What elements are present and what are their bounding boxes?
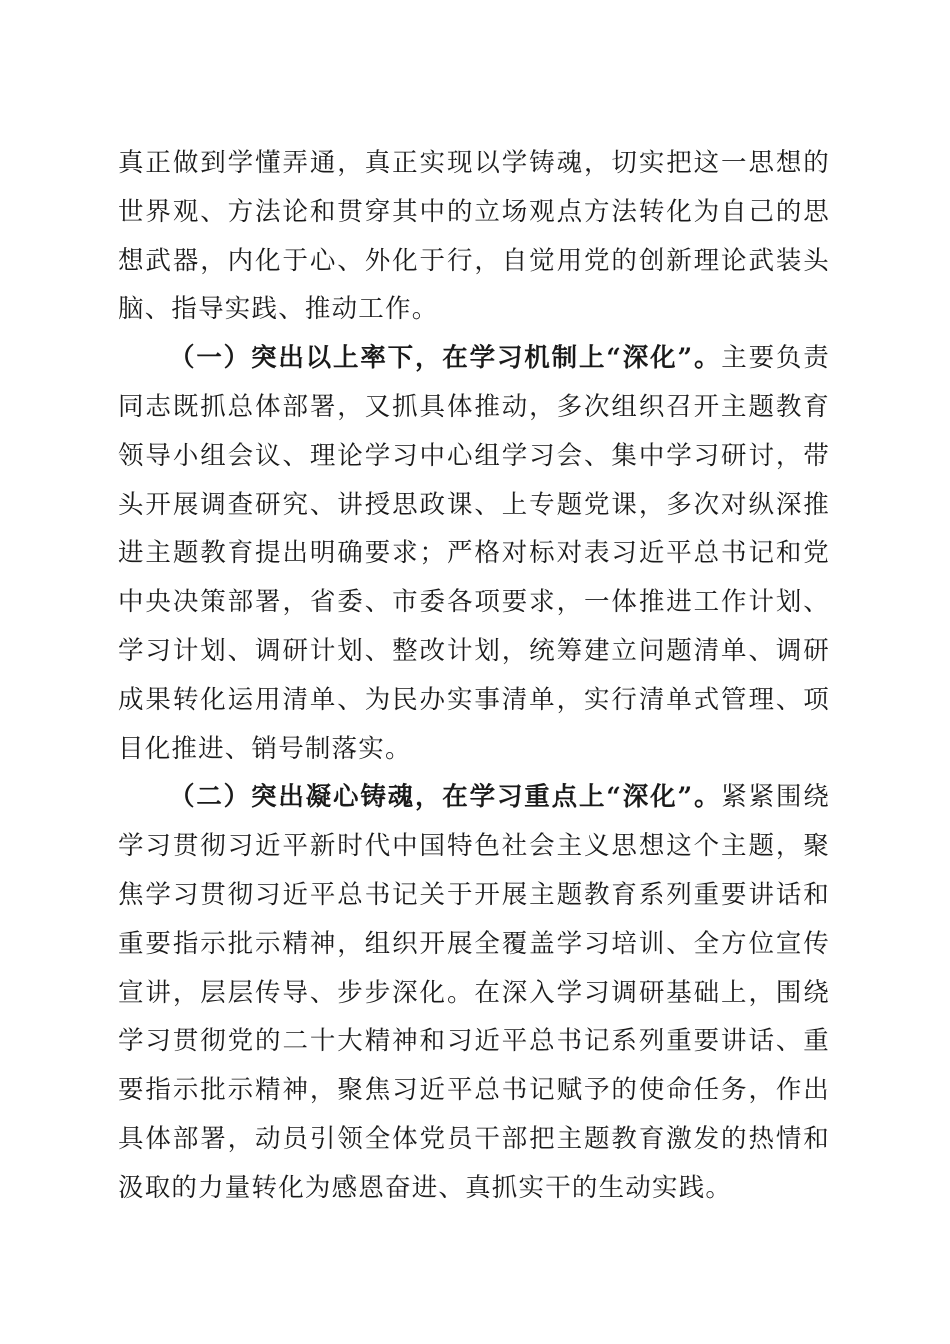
section-body-2: 紧紧围绕学习贯彻习近平新时代中国特色社会主义思想这个主题，聚焦学习贯彻习近平总书记关于开展主题教育系列重要讲话和重要指示批示精神，组织开展全覆盖学习培训、全方位宣传宣讲，层层传导、步步深化。在深入学习调研基础上，围绕学习贯彻党的二十大精神和习近平总书记系列重要讲话、重要指示批示精神，聚焦习近平总书记赋予的使命任务，作出具体部署，动员引领全体党员干部把主题教育激发的热情和汲取的力量转化为感恩奋进、真抓实干的生动实践。 — [118, 782, 830, 1203]
paragraph-section-1 — [118, 334, 830, 773]
section-heading-1: （一）突出以上率下，在学习机制上“深化”。 — [169, 343, 722, 374]
paragraph-text: 真正做到学懂弄通，真正实现以学铸魂，切实把这一思想的世界观、方法论和贯穿其中的立场观点方法转化为自己的思想武器，内化于心、外化于行，自觉用党的创新理论武装头脑、指导实践、推动工作。 — [118, 148, 830, 325]
section-body-1: 主要负责同志既抓总体部署，又抓具体推动，多次组织召开主题教育领导小组会议、理论学习中心组学习会、集中学习研讨，带头开展调查研究、讲授思政课、上专题党课，多次对纵深推进主题教育提出明确要求；严格对标对表习近平总书记和党中央决策部署，省委、市委各项要求，一体推进工作计划、学习计划、调研计划、整改计划，统筹建立问题清单、调研成果转化运用清单、为民办实事清单，实行清单式管理、项目化推进、销号制落实。 — [118, 343, 830, 764]
document-body — [118, 139, 830, 1213]
section-heading-2: （二）突出凝心铸魂，在学习重点上“深化”。 — [169, 782, 722, 813]
paragraph-continuation — [118, 139, 830, 334]
paragraph-section-2 — [118, 773, 830, 1212]
